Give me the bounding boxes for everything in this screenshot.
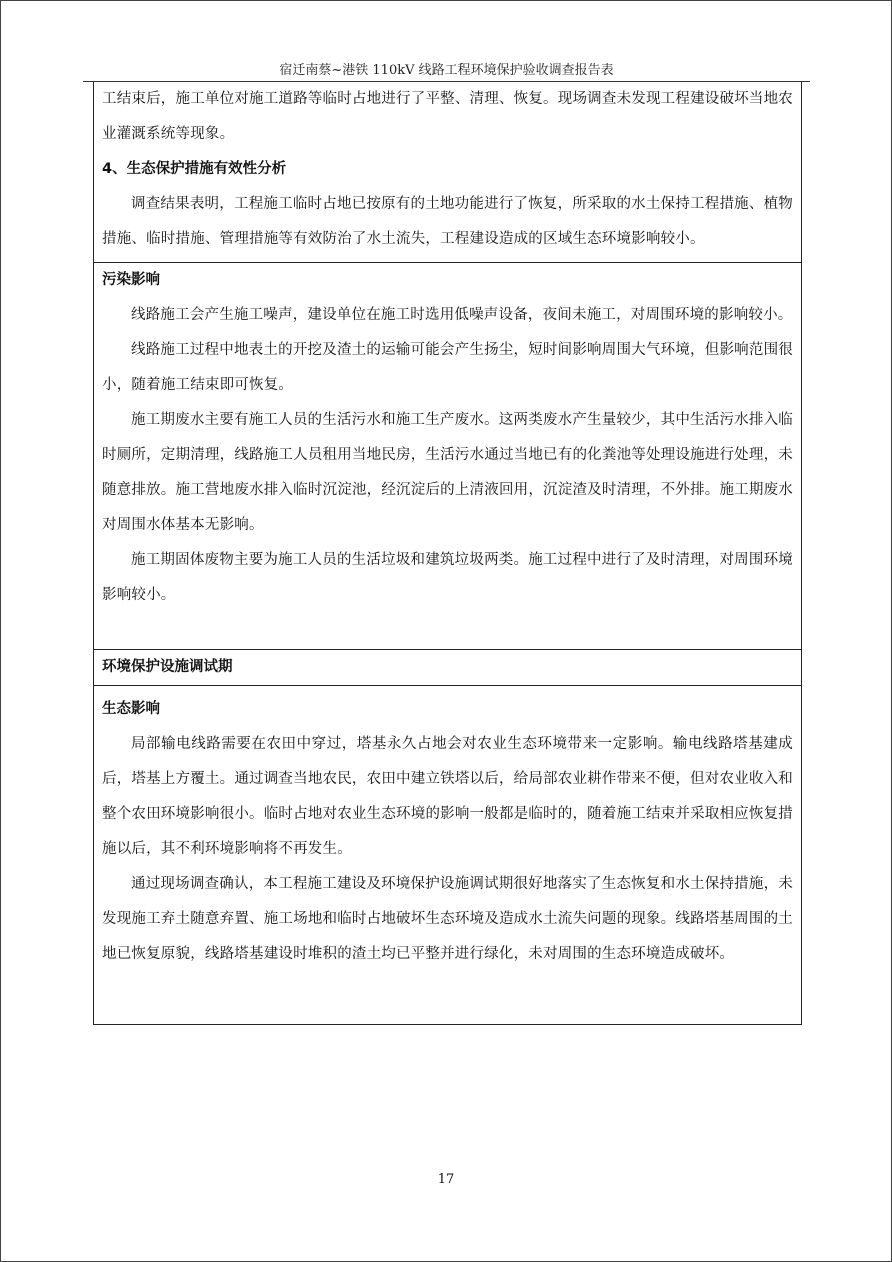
commissioning-period-cell [94, 649, 801, 685]
wastewater-paragraph: 施工期废水主要有施工人员的生活污水和施工生产废水。这两类废水产生量较少，其中生活污水排入临时厕所，定期清理，线路施工人员租用当地民房，生活污水通过当地已有的化粪池等处理设施进行处理，未随意排放。施工营地废水排入临时沉淀池，经沉淀后的上清液回用，沉淀渣及时清理，不外排。施工期废水对周围水体基本无影响。 [102, 412, 793, 533]
ecology-impact-cell [94, 685, 801, 1024]
report-table [93, 82, 802, 1025]
commissioning-heading: 环境保护设施调试期 [102, 659, 233, 675]
pollution-heading: 污染影响 [102, 272, 160, 288]
dust-paragraph: 线路施工过程中地表土的开挖及渣土的运输可能会产生扬尘，短时间影响周围大气环境，但影响范围很小，随着施工结束即可恢复。 [102, 342, 793, 393]
report-header-title: 宿迁南蔡~港铁 110kV 线路工程环境保护验收调查报告表 [279, 63, 614, 78]
continuation-paragraph: 工结束后，施工单位对施工道路等临时占地进行了平整、清理、恢复。现场调查未发现工程建设破坏当地农业灌溉系统等现象。 [102, 91, 793, 142]
ecology-heading: 生态影响 [102, 701, 160, 717]
construction-ecology-cell [94, 82, 801, 262]
noise-paragraph: 线路施工会产生施工噪声，建设单位在施工时选用低噪声设备，夜间未施工，对周围环境的影响较小。 [131, 307, 793, 323]
page-number: 17 [437, 1172, 455, 1187]
effectiveness-paragraph: 调查结果表明，工程施工临时占地已按原有的土地功能进行了恢复，所采取的水土保持工程措施、植物措施、临时措施、管理措施等有效防治了水土流失，工程建设造成的区域生态环境影响较小。 [102, 196, 793, 247]
farmland-paragraph: 局部输电线路需要在农田中穿过，塔基永久占地会对农业生态环境带来一定影响。输电线路塔基建成后，塔基上方覆土。通过调查当地农民，农田中建立铁塔以后，给局部农业耕作带来不便，但对农业收入和整个农田环境影响很小。临时占地对农业生态环境的影响一般都是临时的，随着施工结束并采取相应恢复措施以后，其不利环境影响将不再发生。 [102, 736, 793, 857]
site-survey-paragraph: 通过现场调查确认，本工程施工建设及环境保护设施调试期很好地落实了生态恢复和水土保持措施，未发现施工弃土随意弃置、施工场地和临时占地破坏生态环境及造成水土流失问题的现象。线路塔基周围的土地已恢复原貌，线路塔基建设时堆积的渣土均已平整并进行绿化，未对周围的生态环境造成破坏。 [102, 876, 793, 962]
solid-waste-paragraph: 施工期固体废物主要为施工人员的生活垃圾和建筑垃圾两类。施工过程中进行了及时清理，对周围环境影响较小。 [102, 552, 793, 603]
effectiveness-heading: 4、生态保护措施有效性分析 [102, 161, 287, 177]
pollution-impact-cell [94, 262, 801, 649]
